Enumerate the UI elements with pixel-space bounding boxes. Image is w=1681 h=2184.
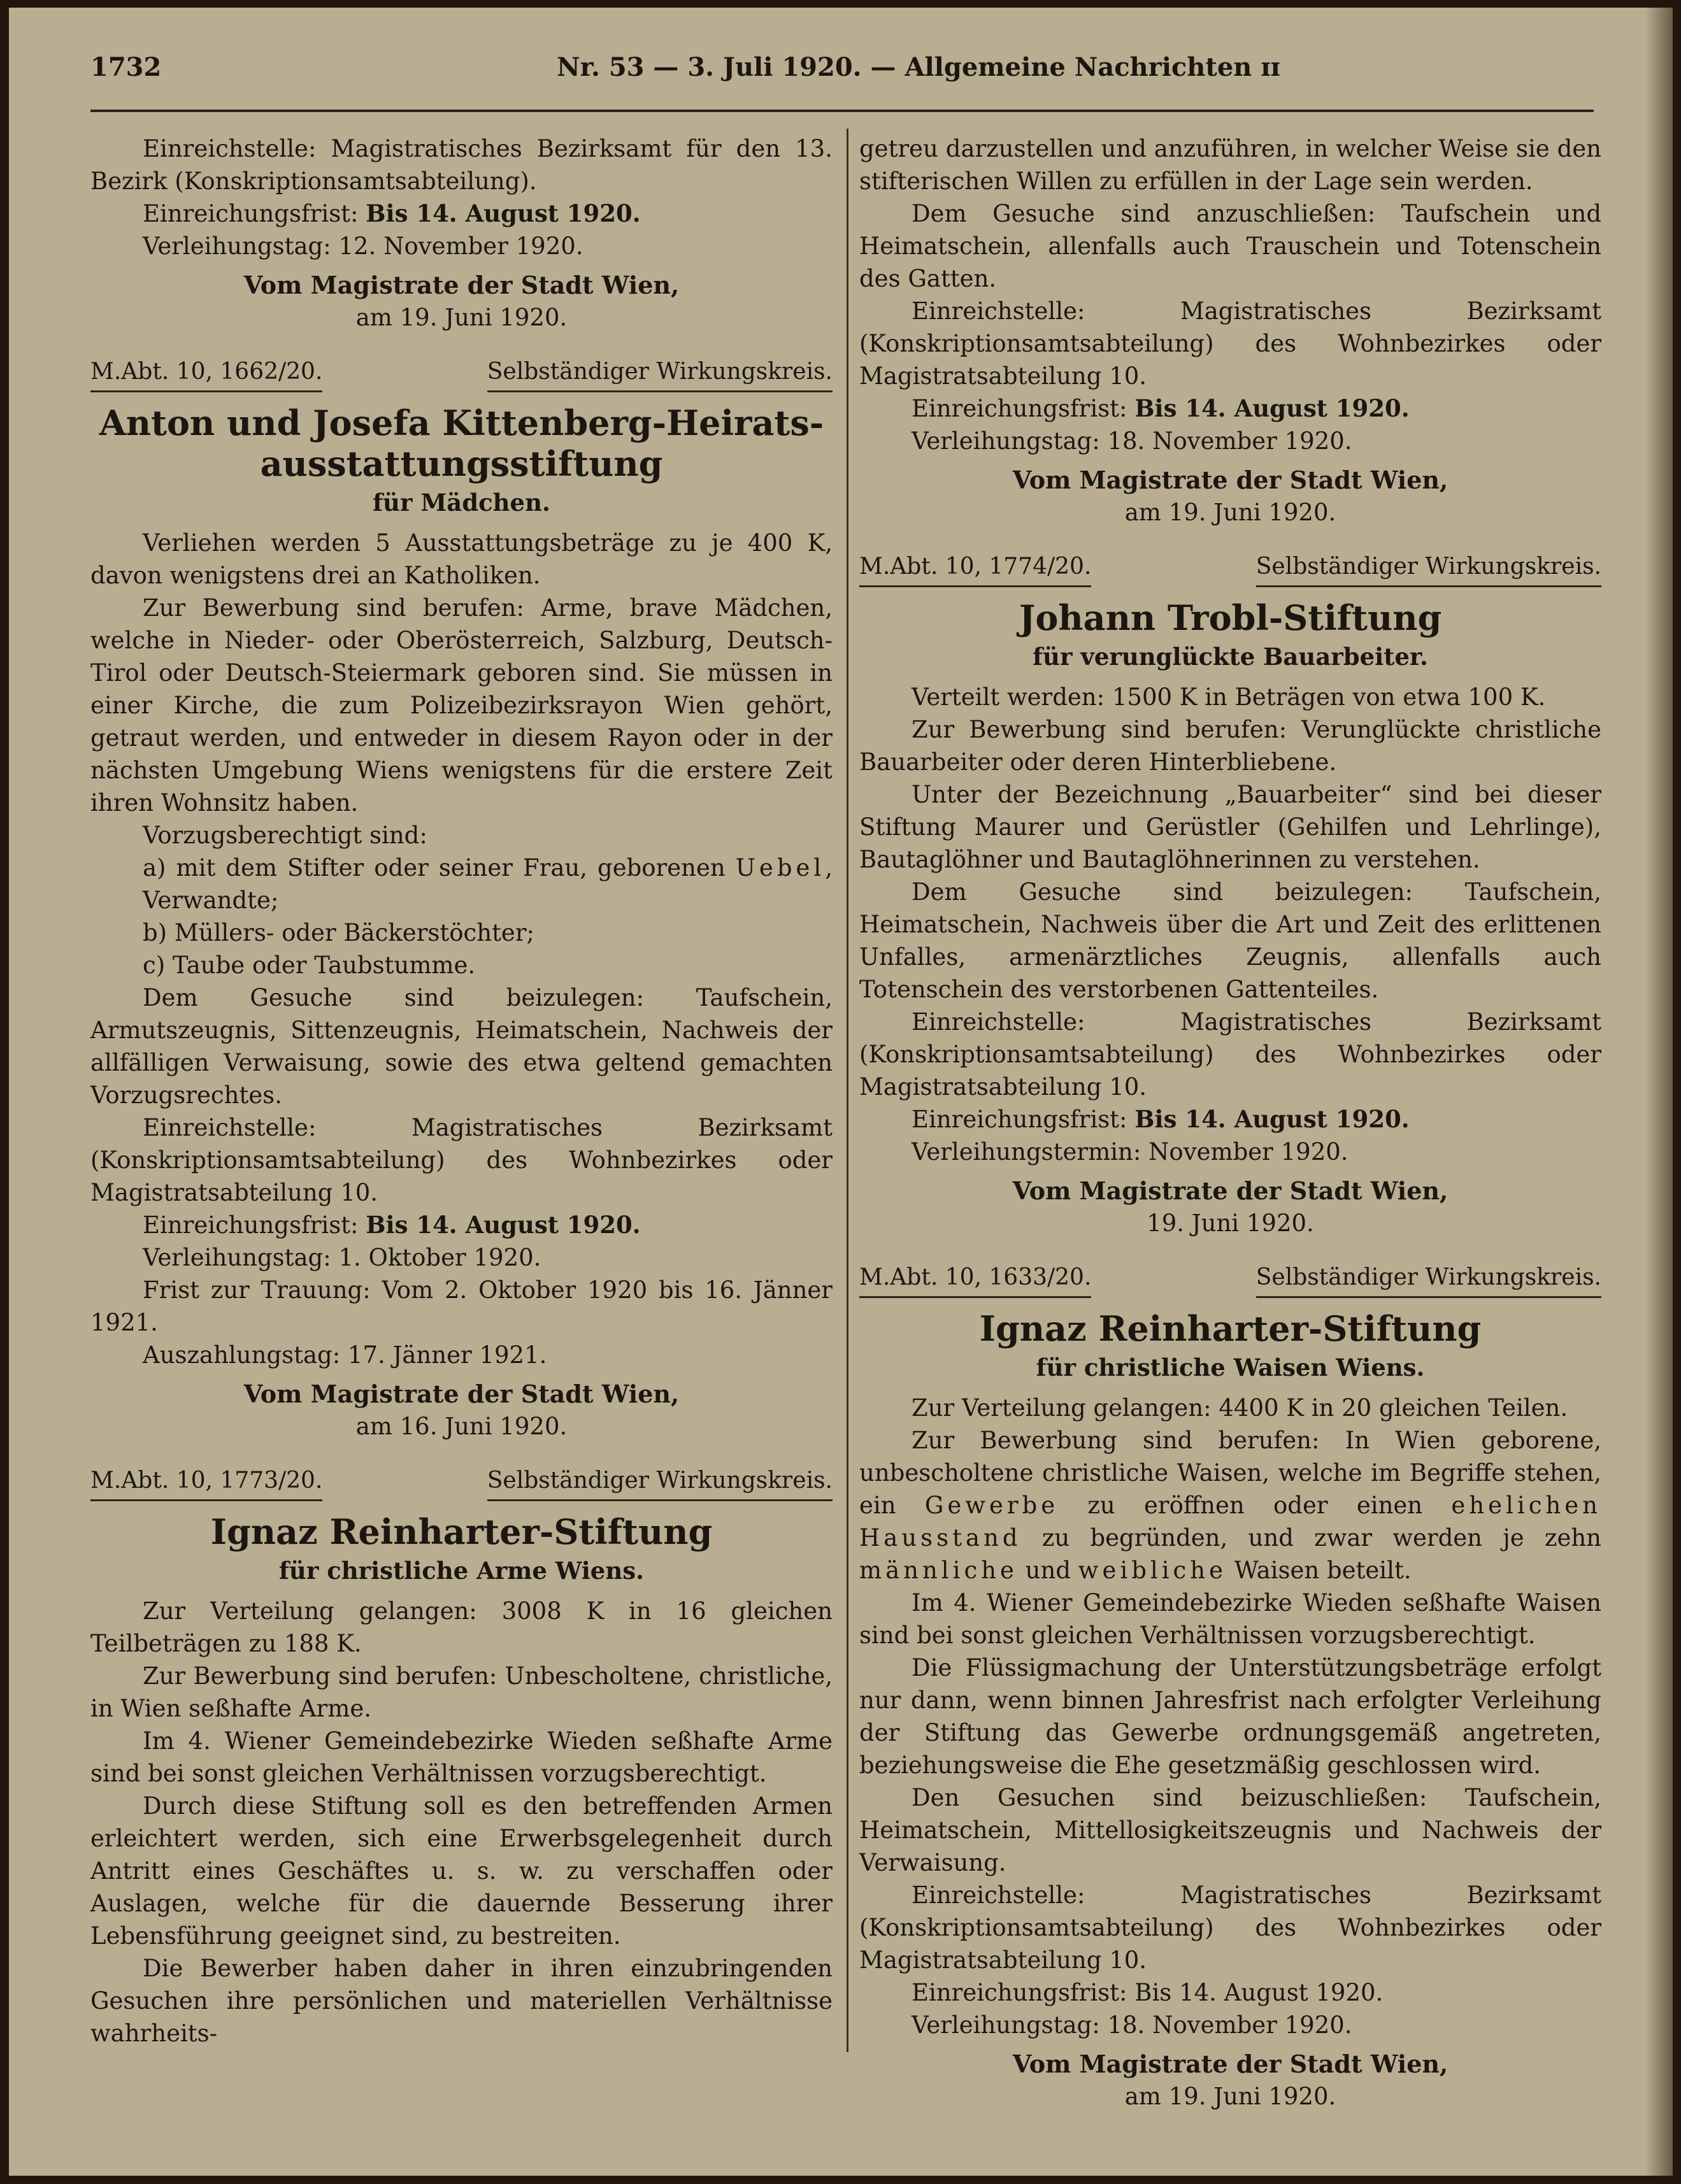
list-item-b: b) Müllers- oder Bäckerstöchter; [143,919,534,946]
section-header-1662 [90,355,833,392]
signer: Vom Magistrate der Stadt Wien, [243,1380,680,1408]
continued-paragraph: getreu darzustellen und anzuführen, in welcher Weise sie den stifterischen Willen zu erfüllen in der Lage sein werden. [859,135,1601,195]
section-scope: Selbständiger Wirkungskreis. [487,1464,833,1501]
section-scope: Selbständiger Wirkungskreis. [487,355,833,392]
section-header-1633 [859,1261,1601,1298]
intro-verleihung: Verleihungstag: 12. November 1920. [143,232,583,260]
paragraph: Zur Bewerbung sind berufen: Arme, brave Mädchen, welche in Nieder- oder Oberösterreich, Salzburg, Deutsch-Tirol oder Deutsch-Steiermark geboren sind. Sie müssen in einer Kirche, die zum Polizeibezirksrayon Wien gehört, getraut werden, und entweder in diesem Rayon oder in der nächsten Umgebung Wiens wenigstens für die erstere Zeit ihren Wohnsitz haben. [90,594,833,817]
einreichungsfrist: Einreichungsfrist: Bis 14. August 1920. [912,1979,1384,2006]
section-header-1773 [90,1464,833,1501]
intro-einreichstelle: Einreichstelle: Magistratisches Bezirksamt für den 13. Bezirk (Konskriptionsamtsabteilung). [90,135,833,195]
paragraph: Im 4. Wiener Gemeindebezirke Wieden seßhafte Waisen sind bei sonst gleichen Verhältnissen vorzugsberechtigt. [859,1589,1601,1649]
signer: Vom Magistrate der Stadt Wien, [1012,466,1449,494]
sign-date: am 16. Juni 1920. [355,1413,568,1440]
section-header-1774 [859,550,1601,587]
einreichungsfrist: Einreichungsfrist: Bis 14. August 1920. [912,1105,1410,1133]
article-title-reinharter-arme: Ignaz Reinharter-Stiftung [210,1511,713,1552]
section-scope: Selbständiger Wirkungskreis. [1256,1261,1601,1298]
article-subtitle: für christliche Waisen Wiens. [1036,1353,1425,1381]
paragraph: Zur Bewerbung sind berufen: Verunglückte christliche Bauarbeiter oder deren Hinterbliebene. [859,716,1601,776]
page-header [9,52,1673,90]
verleihungstag: Verleihungstag: 1. Oktober 1920. [143,1244,541,1271]
intro-frist: Einreichungsfrist: Bis 14. August 1920. [143,199,641,227]
paragraph: Die Flüssigmachung der Unterstützungsbeträge erfolgt nur dann, wenn binnen Jahresfrist nach erfolgter Verleihung der Stiftung das Gewerbe ordnungsgemäß angetreten, beziehungsweise die Ehe gesetzmäßig geschlossen wird. [859,1654,1601,1779]
frist-zur-trauung: Frist zur Trauung: Vom 2. Oktober 1920 bis 16. Jänner 1921. [90,1276,833,1336]
running-title: Nr. 53 — 3. Juli 1920. — Allgemeine Nachrichten ɪɪ [557,52,1280,82]
paragraph: Dem Gesuche sind beizulegen: Taufschein, Heimatschein, Nachweis über die Art und Zeit des erlittenen Unfalles, armenärztliches Zeugnis, allenfalls auch Totenschein des verstorbenen Gattenteiles. [859,878,1601,1003]
einreichstelle: Einreichstelle: Magistratisches Bezirksamt (Konskriptionsamtsabteilung) des Wohnbezirkes oder Magistratsabteilung 10. [859,297,1601,390]
article-title-trobl: Johann Trobl-Stiftung [1019,597,1442,638]
signer: Vom Magistrate der Stadt Wien, [1012,1176,1449,1205]
einreichstelle: Einreichstelle: Magistratisches Bezirksamt (Konskriptionsamtsabteilung) des Wohnbezirkes oder Magistratsabteilung 10. [859,1008,1601,1101]
einreichungsfrist: Einreichungsfrist: Bis 14. August 1920. [143,1211,641,1239]
left-column [90,132,833,2094]
paragraph: Zur Bewerbung sind berufen: Unbescholtene, christliche, in Wien seßhafte Arme. [90,1662,833,1722]
section-ref: M.Abt. 10, 1662/20. [90,355,322,392]
paragraph: Im 4. Wiener Gemeindebezirke Wieden seßhafte Arme sind bei sonst gleichen Verhältnissen vorzugsberechtigt. [90,1727,833,1787]
intro-signer: Vom Magistrate der Stadt Wien, [243,271,680,299]
einreichstelle: Einreichstelle: Magistratisches Bezirksamt (Konskriptionsamtsabteilung) des Wohnbezirkes oder Magistratsabteilung 10. [859,1881,1601,1974]
paragraph: Vorzugsberechtigt sind: [143,822,427,849]
page-number: 1732 [90,52,162,82]
article-subtitle: für christliche Arme Wiens. [279,1557,644,1585]
paragraph: Die Bewerber haben daher in ihren einzubringenden Gesuchen ihre persönlichen und materiellen Verhältnisse wahrheits- [90,1955,833,2047]
paragraph: Unter der Bezeichnung „Bauarbeiter“ sind bei dieser Stiftung Maurer und Gerüstler (Gehilfen und Lehrlinge), Bautaglöhner und Bautaglöhnerinnen zu verstehen. [859,781,1601,873]
list-item-c: c) Taube oder Taubstumme. [143,952,476,979]
paragraph: Dem Gesuche sind beizulegen: Taufschein, Armutszeugnis, Sittenzeugnis, Heimatschein, Nachweis der allfälligen Verwaisung, sowie des etwa geltend gemachten Vorzugsrechtes. [90,984,833,1109]
right-column [859,132,1601,2110]
sign-date: 19. Juni 1920. [1147,1210,1314,1237]
paragraph: Zur Verteilung gelangen: 4400 K in 20 gleichen Teilen. [912,1394,1568,1422]
article-subtitle: für verunglückte Bauarbeiter. [1033,643,1428,671]
paragraph: Durch diese Stiftung soll es den betreffenden Armen erleichtert werden, sich eine Erwerbsgelegenheit durch Antritt eines Geschäftes u. s. w. zu verschaffen oder Auslagen, welche für die dauernde Besserung ihrer Lebensführung geeignet sind, zu bestreiten. [90,1792,833,1950]
list-item-a: a) mit dem Stifter oder seiner Frau, geborenen Uebel, Verwandte; [143,854,833,914]
sign-date: am 19. Juni 1920. [1124,499,1336,526]
paragraph: Verliehen werden 5 Ausstattungsbeträge zu je 400 K, davon wenigstens drei an Katholiken. [90,529,833,589]
article-subtitle: für Mädchen. [373,489,550,517]
einreichstelle: Einreichstelle: Magistratisches Bezirksamt (Konskriptionsamtsabteilung) des Wohnbezirkes oder Magistratsabteilung 10. [90,1114,833,1206]
section-ref: M.Abt. 10, 1773/20. [90,1464,322,1501]
column-divider [847,129,848,2052]
article-title-reinharter-waisen: Ignaz Reinharter-Stiftung [979,1308,1482,1349]
article-title-kittenberg: Anton und Josefa Kittenberg-Heirats-ausstattungsstiftung [99,403,824,484]
paragraph: Dem Gesuche sind anzuschließen: Taufschein und Heimatschein, allenfalls auch Trauschein und Totenschein des Gatten. [859,200,1601,292]
auszahlungstag: Auszahlungstag: 17. Jänner 1921. [143,1341,547,1369]
verleihungstag: Verleihungstag: 18. November 1920. [912,2011,1352,2039]
newspaper-page [9,8,1673,2176]
section-ref: M.Abt. 10, 1774/20. [859,550,1091,587]
sign-date: am 19. Juni 1920. [1124,2083,1336,2110]
header-rule [90,110,1594,112]
paragraph: Den Gesuchen sind beizuschließen: Taufschein, Heimatschein, Mittellosigkeitszeugnis und Nachweis der Verwaisung. [859,1784,1601,1876]
signer: Vom Magistrate der Stadt Wien, [1012,2050,1449,2078]
section-scope: Selbständiger Wirkungskreis. [1256,550,1601,587]
verleihungstermin: Verleihungstermin: November 1920. [912,1138,1348,1166]
einreichungsfrist: Einreichungsfrist: Bis 14. August 1920. [912,394,1410,422]
intro-date: am 19. Juni 1920. [355,304,568,331]
verleihungstag: Verleihungstag: 18. November 1920. [912,427,1352,455]
paragraph: Zur Verteilung gelangen: 3008 K in 16 gleichen Teilbeträgen zu 188 K. [90,1597,833,1657]
section-ref: M.Abt. 10, 1633/20. [859,1261,1091,1298]
paragraph: Zur Bewerbung sind berufen: In Wien geborene, unbescholtene christliche Waisen, welche im Begriffe stehen, ein Gewerbe zu eröffnen oder einen ehelichen Hausstand zu begründen, und zwar werden je zehn männliche und weibliche Waisen beteilt. [859,1427,1601,1584]
paragraph: Verteilt werden: 1500 K in Beträgen von etwa 100 K. [912,683,1546,711]
